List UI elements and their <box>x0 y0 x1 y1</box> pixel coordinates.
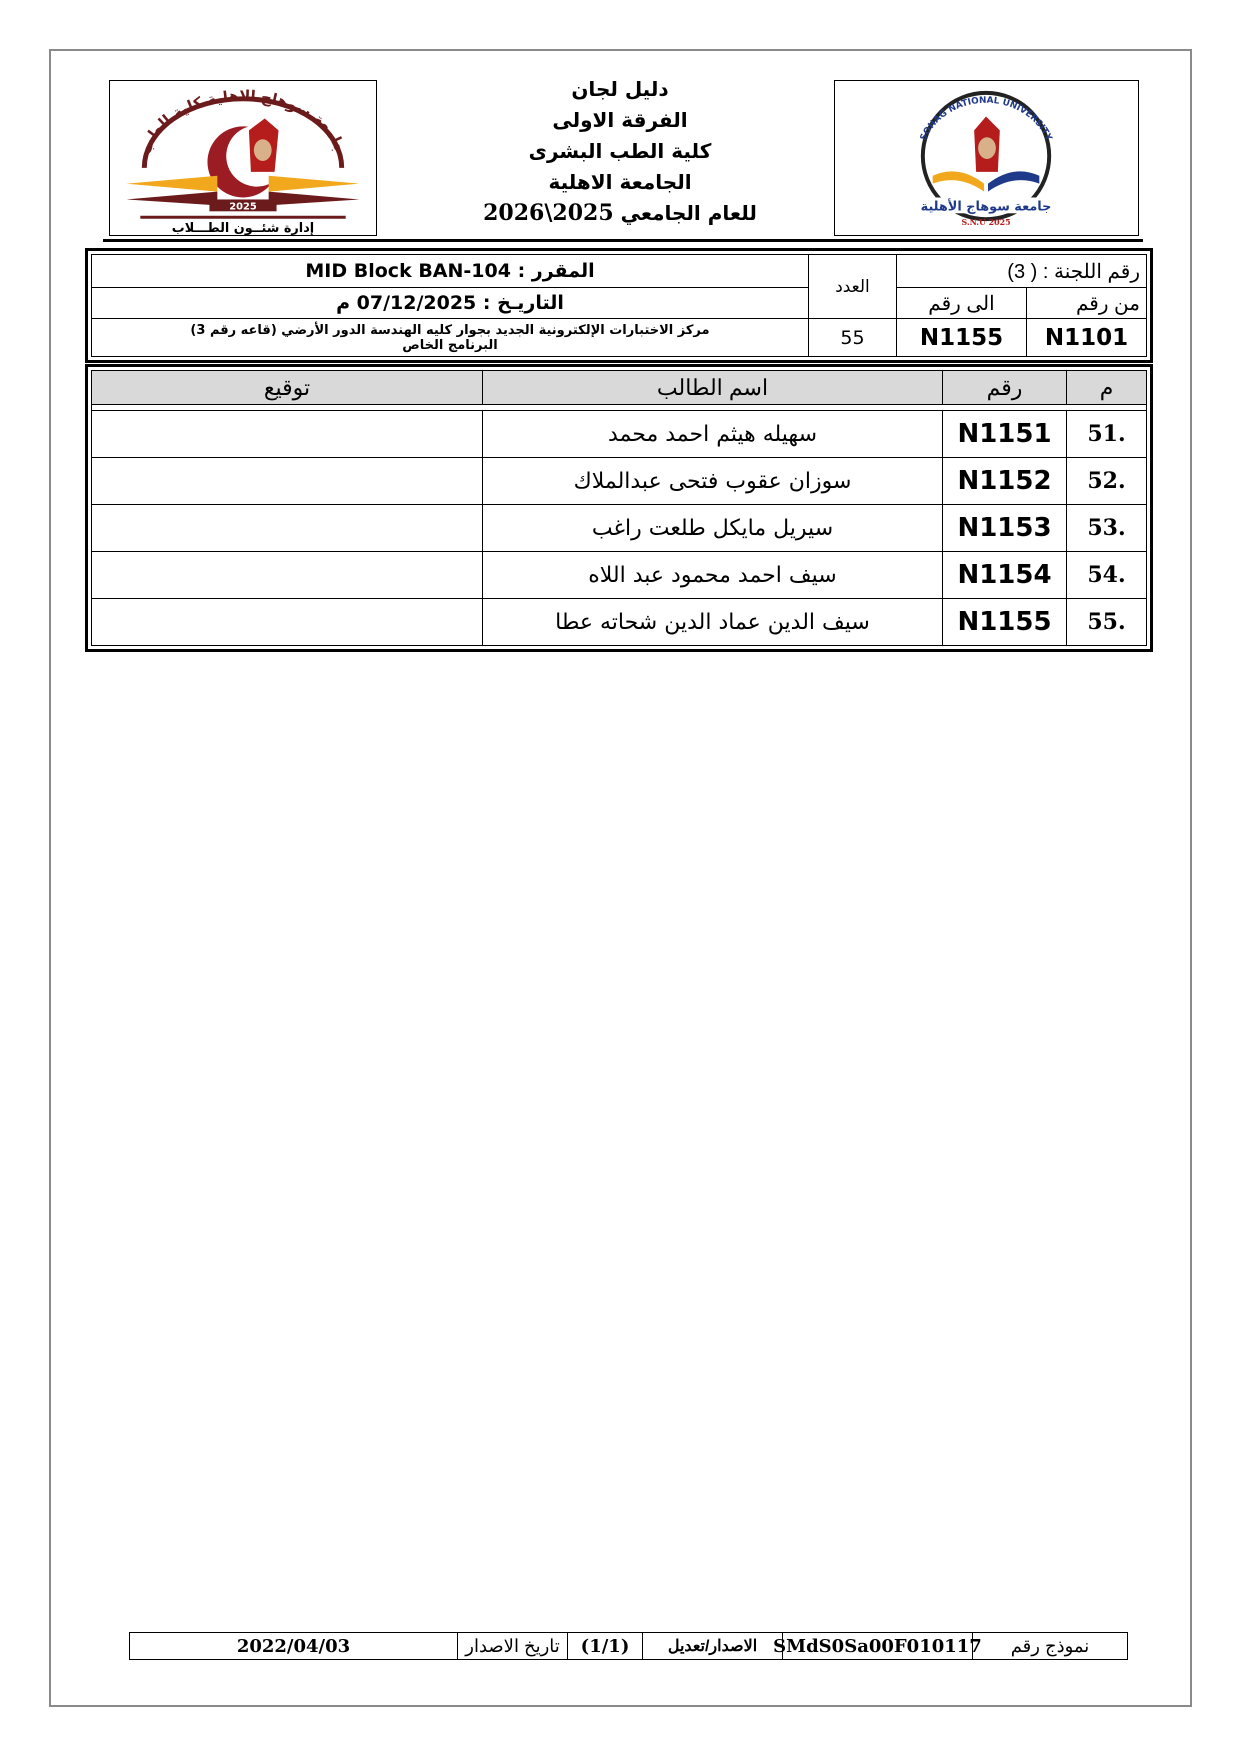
header-name: اسم الطالب <box>483 371 943 405</box>
left-logo-caption: إدارة شئــون الطـــلاب <box>171 221 315 235</box>
from-number-value: N1101 <box>1027 319 1147 357</box>
location-line-1: مركز الاختبارات الإلكترونية الجديد بجوار كليه الهندسة الدور الأرضي (قاعه رقم 3) <box>190 322 710 338</box>
academic-year <box>440 198 800 229</box>
table-row <box>92 411 1147 458</box>
row-student-name: سهيله هيثم احمد محمد <box>483 411 943 458</box>
header-rule <box>103 239 1143 242</box>
title-line-4: الجامعة الاهلية <box>548 170 692 194</box>
row-signature <box>92 505 483 552</box>
course-name: المقرر : MID Block BAN-104 <box>92 255 809 288</box>
from-number-label: من رقم <box>1027 288 1147 319</box>
row-serial: 55. <box>1067 599 1147 646</box>
academic-year-value: 2025\2026 <box>483 200 614 226</box>
academic-year-label: للعام الجامعي <box>620 201 757 225</box>
left-logo-year: 2025 <box>229 201 257 213</box>
row-student-name: سيف احمد محمود عبد اللاه <box>483 552 943 599</box>
row-student-id: N1151 <box>943 411 1067 458</box>
faculty-logo <box>109 80 377 236</box>
left-logo-arc-text: جامعة سوهاج الاهلية كلية الطب <box>137 87 349 157</box>
count-label: العدد <box>809 255 897 319</box>
students-list <box>85 364 1153 652</box>
row-serial: 51. <box>1067 411 1147 458</box>
table-row <box>92 458 1147 505</box>
committee-number: رقم اللجنة : ( 3) <box>897 255 1147 288</box>
location-line-2: البرنامج الخاص <box>402 337 498 353</box>
table-row <box>92 505 1147 552</box>
university-logo <box>834 80 1139 236</box>
row-student-name: سوزان عقوب فتحى عبدالملاك <box>483 458 943 505</box>
header-signature: توقيع <box>92 371 483 405</box>
form-footer <box>129 1632 1128 1660</box>
students-table <box>91 370 1147 646</box>
row-signature <box>92 458 483 505</box>
document-title <box>440 74 800 229</box>
row-student-name: سيف الدين عماد الدين شحاته عطا <box>483 599 943 646</box>
row-student-id: N1154 <box>943 552 1067 599</box>
to-number-label: الى رقم <box>897 288 1027 319</box>
issue-date-value: 2022/04/03 <box>236 1635 351 1657</box>
table-row <box>92 552 1147 599</box>
issue-label: الاصدار/تعديل <box>642 1633 782 1659</box>
title-line-2: الفرقة الاولى <box>552 108 688 132</box>
table-row <box>92 599 1147 646</box>
right-logo-sub: S.N.U 2025 <box>961 218 1011 228</box>
row-student-name: سيريل مايكل طلعت راغب <box>483 505 943 552</box>
row-serial: 54. <box>1067 552 1147 599</box>
header-m: م <box>1067 371 1147 405</box>
table-header-row <box>92 371 1147 405</box>
right-logo-arc-text: SOHAG NATIONAL UNIVERSITY <box>918 95 1054 143</box>
header-id: رقم <box>943 371 1067 405</box>
row-student-id: N1155 <box>943 599 1067 646</box>
row-serial: 52. <box>1067 458 1147 505</box>
row-student-id: N1153 <box>943 505 1067 552</box>
exam-location <box>92 319 809 357</box>
row-signature <box>92 411 483 458</box>
row-signature <box>92 552 483 599</box>
count-value: 55 <box>809 319 897 357</box>
issue-value: (1/1) <box>567 1633 642 1659</box>
row-serial: 53. <box>1067 505 1147 552</box>
form-number-value: SMdS0Sa00F010117 <box>782 1633 972 1659</box>
form-number-label: نموذج رقم <box>972 1633 1127 1659</box>
issue-date-label: تاريخ الاصدار <box>457 1633 567 1659</box>
committee-info <box>85 248 1153 363</box>
title-line-1: دليل لجان <box>571 77 669 101</box>
to-number-value: N1155 <box>897 319 1027 357</box>
title-line-3: كلية الطب البشرى <box>528 139 712 163</box>
right-logo-caption: جامعة سوهاج الأهلية <box>920 199 1052 215</box>
committee-info-table <box>91 254 1147 357</box>
exam-date: التاريـخ : 07/12/2025 م <box>92 288 809 319</box>
row-student-id: N1152 <box>943 458 1067 505</box>
row-signature <box>92 599 483 646</box>
